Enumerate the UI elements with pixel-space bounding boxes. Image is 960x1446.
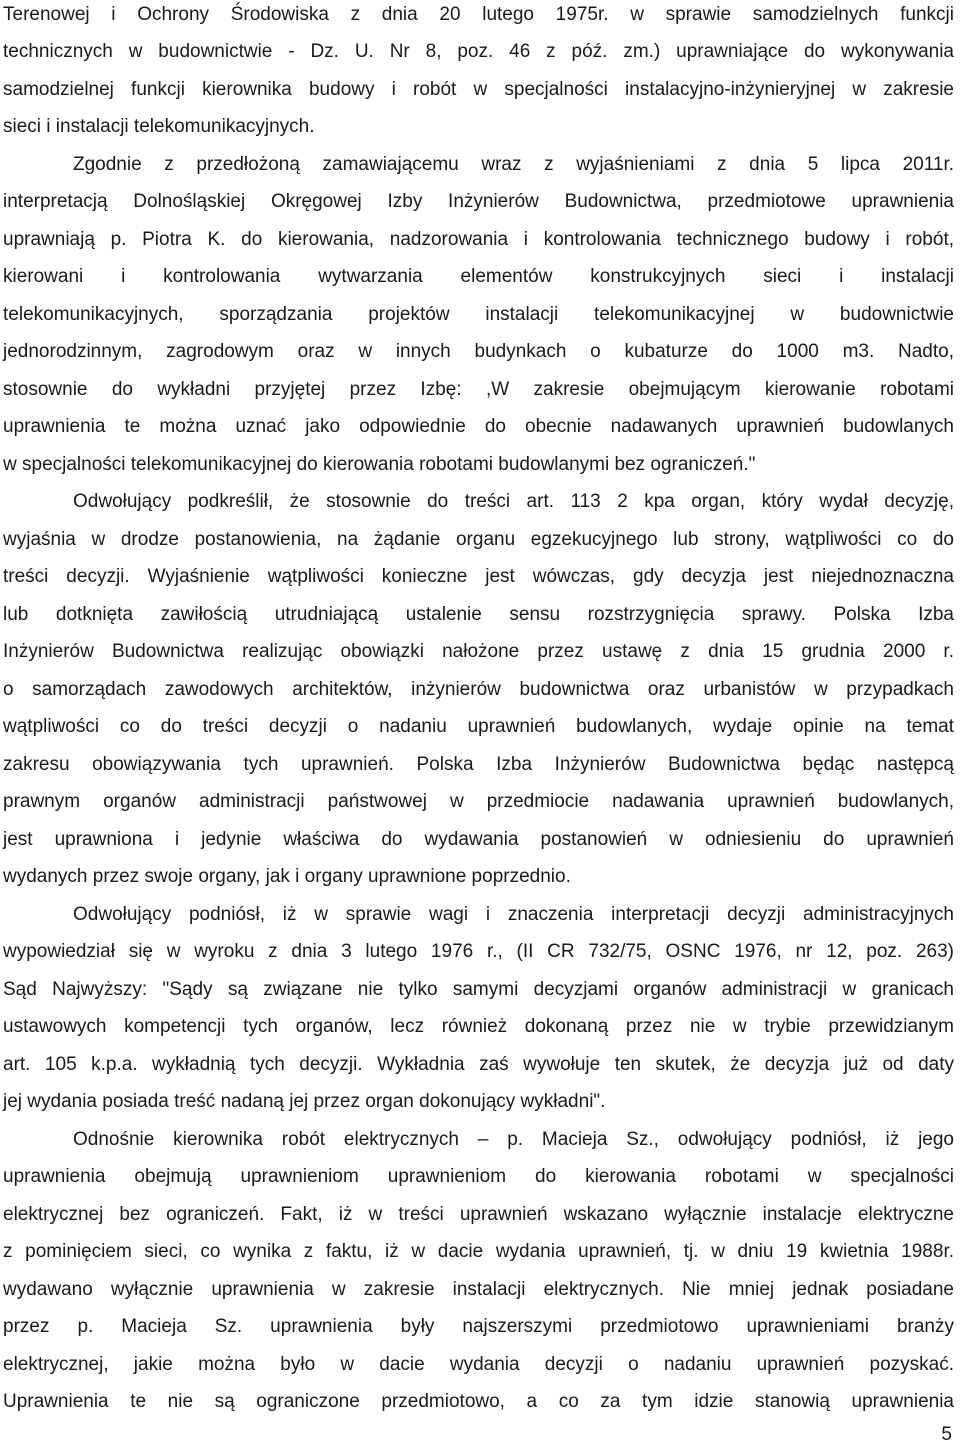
text-line: z pominięciem sieci, co wynika z faktu, iż w dacie wydania uprawnień, tj. w dniu 19 kwietnia 1988r.	[3, 1241, 954, 1262]
text-line: Odwołujący podkreślił, że stosownie do treści art. 113 2 kpa organ, który wydał decyzję,	[73, 491, 954, 512]
text-line: jest uprawniona i jedynie właściwa do wydawania postanowień w odniesieniu do uprawnień	[3, 829, 954, 850]
text-line: zakresu obowiązywania tych uprawnień. Polska Izba Inżynierów Budownictwa będąc następcą	[3, 754, 954, 775]
page-number: 5	[941, 1424, 952, 1445]
text-line: interpretacją Dolnośląskiej Okręgowej Izby Inżynierów Budownictwa, przedmiotowe uprawnienia	[3, 191, 954, 212]
text-line: telekomunikacyjnych, sporządzania projektów instalacji telekomunikacyjnej w budownictwie	[3, 304, 954, 325]
text-line: o samorządach zawodowych architektów, inżynierów budownictwa oraz urbanistów w przypadkach	[3, 679, 954, 700]
text-line: sieci i instalacji telekomunikacyjnych.	[3, 116, 315, 137]
text-line: uprawnienia te można uznać jako odpowiednie do obecnie nadawanych uprawnień budowlanych	[3, 416, 954, 437]
text-line: wydanych przez swoje organy, jak i organy uprawnione poprzednio.	[3, 866, 571, 887]
text-line: Zgodnie z przedłożoną zamawiającemu wraz z wyjaśnieniami z dnia 5 lipca 2011r.	[73, 154, 954, 175]
text-line: lub dotknięta zawiłością utrudniającą ustalenie sensu rozstrzygnięcia sprawy. Polska Izba	[3, 604, 954, 625]
text-line: art. 105 k.p.a. wykładnią tych decyzji. Wykładnia zaś wywołuje ten skutek, że decyzja już od daty	[3, 1054, 954, 1075]
text-line: Odwołujący podniósł, iż w sprawie wagi i znaczenia interpretacji decyzji administracyjnych	[73, 904, 954, 925]
text-line: Terenowej i Ochrony Środowiska z dnia 20 lutego 1975r. w sprawie samodzielnych funkcji	[3, 4, 954, 25]
text-line: uprawnienia obejmują uprawnieniom uprawnieniom do kierowania robotami w specjalności	[3, 1166, 954, 1187]
text-line: ustawowych kompetencji tych organów, lecz również dokonaną przez nie w trybie przewidzianym	[3, 1016, 954, 1037]
text-line: technicznych w budownictwie - Dz. U. Nr 8, poz. 46 z póź. zm.) uprawniające do wykonywania	[3, 41, 954, 62]
text-line: treści decyzji. Wyjaśnienie wątpliwości konieczne jest wówczas, gdy decyzja jest niejednoznaczna	[3, 566, 954, 587]
text-line: elektrycznej, jakie można było w dacie wydania decyzji o nadaniu uprawnień pozyskać.	[3, 1354, 954, 1375]
text-line: jednorodzinnym, zagrodowym oraz w innych budynkach o kubaturze do 1000 m3. Nadto,	[3, 341, 954, 362]
text-line: Sąd Najwyższy: "Sądy są związane nie tylko samymi decyzjami organów administracji w granicach	[3, 979, 954, 1000]
text-line: wyjaśnia w drodze postanowienia, na żądanie organu egzekucyjnego lub strony, wątpliwości co do	[3, 529, 954, 550]
text-line: Odnośnie kierownika robót elektrycznych – p. Macieja Sz., odwołujący podniósł, iż jego	[73, 1129, 954, 1150]
text-line: wydawano wyłącznie uprawnienia w zakresie instalacji elektrycznych. Nie mniej jednak posiadane	[3, 1279, 954, 1300]
text-line: Inżynierów Budownictwa realizując obowiązki nałożone przez ustawę z dnia 15 grudnia 2000 r.	[3, 641, 954, 662]
text-line: samodzielnej funkcji kierownika budowy i robót w specjalności instalacyjno-inżynieryjnej w zakresie	[3, 79, 954, 100]
text-line: przez p. Macieja Sz. uprawnienia były najszerszymi przedmiotowo uprawnieniami branży	[3, 1316, 954, 1337]
text-line: elektrycznej bez ograniczeń. Fakt, iż w treści uprawnień wskazano wyłącznie instalacje elektryczne	[3, 1204, 954, 1225]
text-line: wypowiedział się w wyroku z dnia 3 lutego 1976 r., (II CR 732/75, OSNC 1976, nr 12, poz. 263)	[3, 941, 954, 962]
text-line: prawnym organów administracji państwowej w przedmiocie nadawania uprawnień budowlanych,	[3, 791, 954, 812]
text-line: stosownie do wykładni przyjętej przez Izbę: ,W zakresie obejmującym kierowanie robotami	[3, 379, 954, 400]
text-line: kierowani i kontrolowania wytwarzania elementów konstrukcyjnych sieci i instalacji	[3, 266, 954, 287]
text-line: uprawniają p. Piotra K. do kierowania, nadzorowania i kontrolowania technicznego budowy i robót,	[3, 229, 954, 250]
text-line: Uprawnienia te nie są ograniczone przedmiotowo, a co za tym idzie stanowią uprawnienia	[3, 1391, 954, 1412]
text-line: w specjalności telekomunikacyjnej do kierowania robotami budowlanymi bez ograniczeń."	[3, 454, 756, 475]
text-line: jej wydania posiada treść nadaną jej przez organ dokonujący wykładni".	[3, 1091, 606, 1112]
text-line: wątpliwości co do treści decyzji o nadaniu uprawnień budowlanych, wydaje opinie na temat	[3, 716, 954, 737]
